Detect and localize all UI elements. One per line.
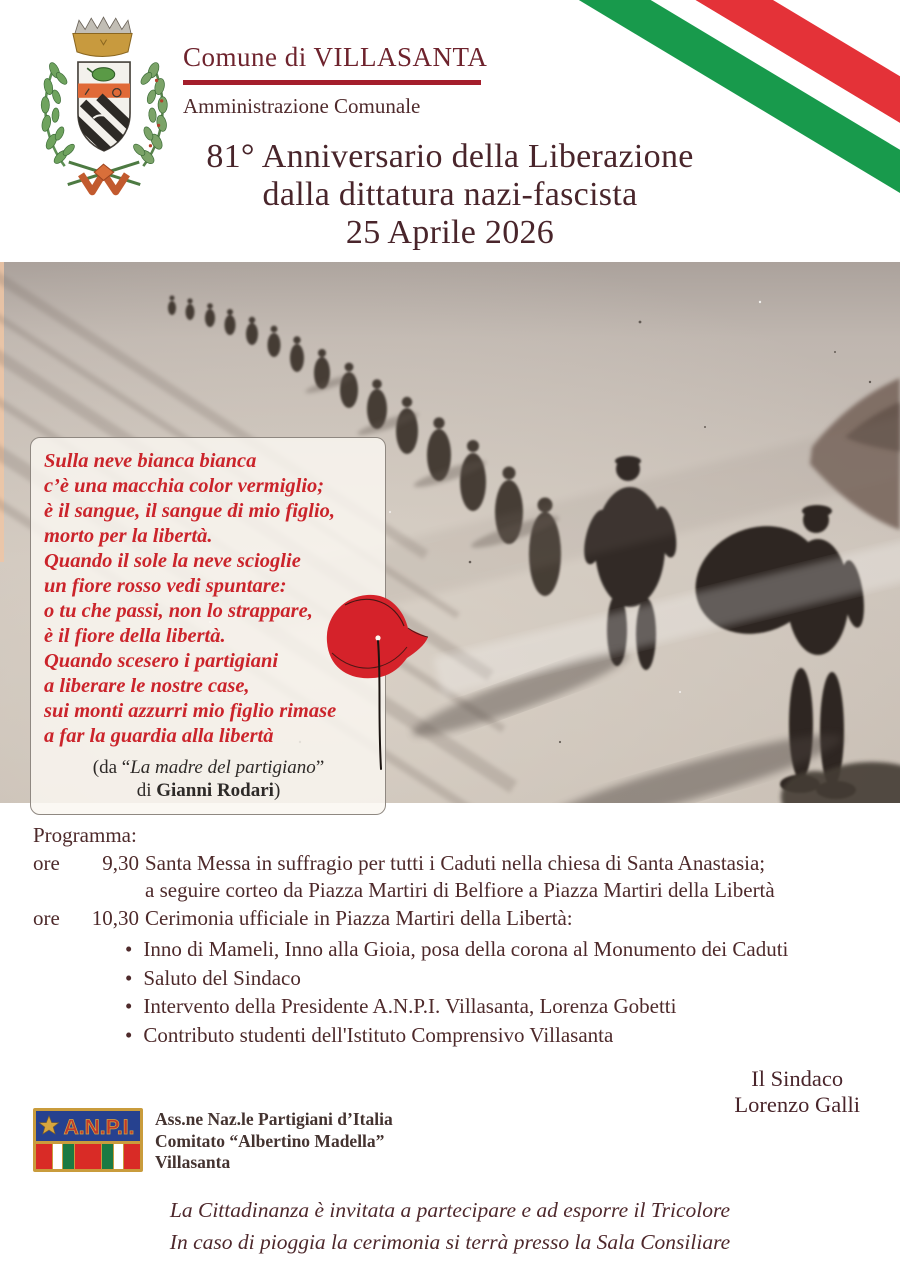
poem-line: un fiore rosso vedi spuntare:	[44, 575, 287, 597]
mayor-name: Lorenzo Galli	[734, 1092, 860, 1117]
bullet-icon: •	[125, 965, 133, 990]
poem-line: sui monti azzurri mio figlio rimase	[44, 700, 337, 722]
bullet-icon: •	[125, 937, 133, 961]
anpi-logo	[33, 1108, 143, 1172]
poem-line: c’è una macchia color vermiglio;	[44, 475, 325, 497]
poem-line: Sulla neve bianca bianca	[44, 450, 257, 472]
poem-source-title: La madre del partigiano	[130, 757, 316, 778]
poem-line: o tu che passi, non lo strappare,	[44, 600, 313, 622]
mayor-role: Il Sindaco	[751, 1066, 844, 1091]
poem-author: Gianni Rodari	[156, 780, 274, 801]
footer-line2: In caso di pioggia la cerimonia si terrà presso la Sala Consiliare	[169, 1230, 731, 1254]
red-poppy-icon	[315, 585, 433, 777]
municipality-header	[183, 42, 487, 119]
program-heading: Programma:	[33, 823, 137, 847]
municipality-name: Comune di VILLASANTA	[183, 42, 488, 72]
program-item: ore 9,30 Santa Messa in suffragio per tutti i Caduti nella chiesa di Santa Anastasia;	[33, 850, 766, 875]
invitation-footer	[0, 1194, 900, 1258]
red-divider-rule	[183, 80, 481, 85]
event-title-line3: 25 Aprile 2026	[345, 214, 555, 251]
anpi-caption: Ass.ne Naz.le Partigiani d’Italia Comitato “Albertino Madella” Villasanta	[155, 1109, 393, 1172]
footer-line1: La Cittadinanza è invitata a partecipare e ad esporre il Tricolore	[169, 1198, 731, 1222]
poem-line: Quando il sole la neve scioglie	[44, 550, 301, 572]
poem-line: è il sangue, il sangue di mio figlio,	[44, 500, 336, 522]
poem-line: è il fiore della libertà.	[44, 625, 226, 647]
bullet-icon: •	[125, 1022, 133, 1047]
program-bullet: • Inno di Mameli, Inno alla Gioia, posa della corona al Monumento dei Caduti	[125, 935, 873, 964]
program-bullet: • Saluto del Sindaco	[125, 964, 873, 993]
program-bullet: • Intervento della Presidente A.N.P.I. Villasanta, Lorenza Gobetti	[125, 992, 873, 1021]
poem-line: a liberare le nostre case,	[44, 675, 250, 697]
anpi-logo-text: A.N.P.I.	[63, 1116, 135, 1139]
event-title-line1: 81° Anniversario della Liberazione	[206, 138, 694, 175]
poem-attribution: (da “La madre del partigiano” di Gianni Rodari)	[92, 757, 325, 801]
event-title-line2: dalla dittatura nazi-fascista	[262, 176, 638, 213]
program-item: a seguire corteo da Piazza Martiri di Belfiore a Piazza Martiri della Libertà	[145, 878, 775, 902]
event-title	[0, 138, 900, 252]
poem-line: a far la guardia alla libertà	[44, 725, 274, 747]
program-section	[33, 822, 873, 1049]
program-bullet: • Contributo studenti dell'Istituto Comprensivo Villasanta	[125, 1021, 873, 1050]
bullet-icon: •	[125, 994, 133, 1018]
anpi-block	[33, 1108, 393, 1174]
administration-subtitle: Amministrazione Comunale	[183, 94, 421, 118]
program-bullet-list	[125, 935, 873, 1049]
poem-line: Quando scesero i partigiani	[44, 650, 279, 672]
poem-line: morto per la libertà.	[44, 525, 213, 547]
mayor-signature	[734, 1066, 860, 1118]
program-item: ore 10,30 Cerimonia ufficiale in Piazza Martiri della Libertà:	[33, 905, 573, 930]
